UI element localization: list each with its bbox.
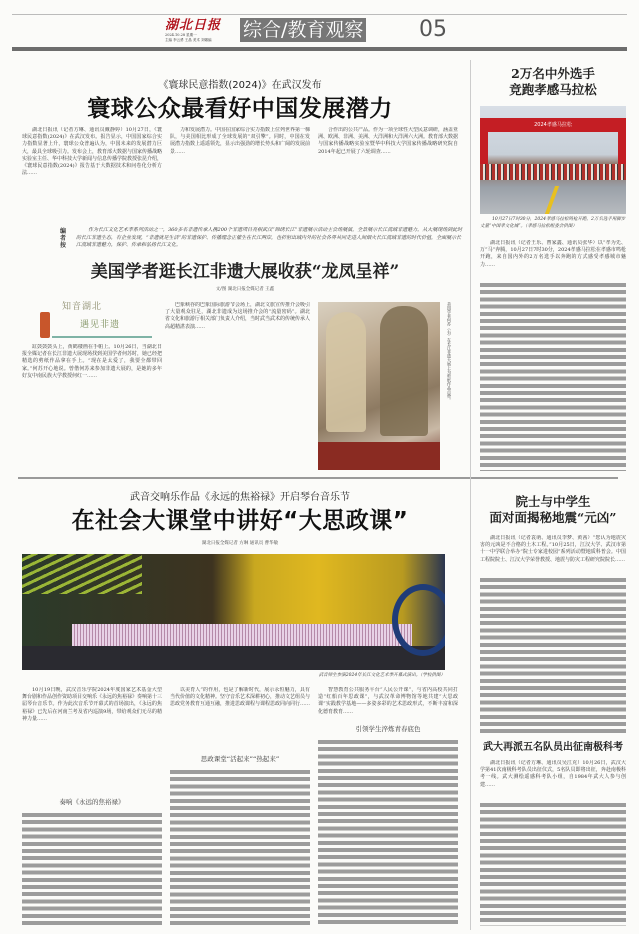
issue-date: 2024.10.28 星期一 (165, 33, 197, 37)
column-logo-zhiyin-hubei (40, 302, 160, 342)
editor-note-text: 作为长江文化艺术季系列活动之一，360多名非遗传承人携200个非遗项目亮相武汉“锦绣长江”非遗展示活动主会场展演，全景展示长江流域非遗魅力。从大展现场到此时的长江非遗生态，有企业发现，“非遗就是生活”的非遗保护、传播理念正催生在长江两岸，也折射出域内外的社会各界共同走进人间烟火长江流域非遗的时代价值，全面展示长江流域非遗魅力，保护、传承和弘扬长江文化。 (76, 227, 463, 248)
sidebar-story1-photo (480, 106, 626, 214)
article2-headline: 美国学者逛长江非遗大展收获“龙凤呈祥” (90, 262, 400, 282)
header-rule (12, 47, 627, 51)
sidebar-story3-body: 湖北日报讯（记者方琳、通讯员吴江克）10月26日，武汉大学第41次南极科考队员出征仪式，5名队员即将出征，奔赴南极科考一线。武大测绘遥感科考队小组，自1984年武大人参与创建…… (480, 760, 626, 788)
photo-choir (72, 624, 412, 646)
headline-line-2: 竞跑孝感马拉松 (509, 82, 597, 97)
article1-headline: 寰球公众最看好中国发展潜力 (87, 96, 393, 122)
article3-subhead-2: 思政课堂“活起来”“热起来” (200, 755, 280, 763)
photo-orchestra (22, 646, 445, 670)
article3-kicker: 武音交响乐作品《永远的焦裕禄》开启琴台音乐节 (130, 492, 350, 503)
sidebar-story2-body: 湖北日报讯（记者袁萌、通讯员李梦、黄茜）“您认为地震灾害的元凶是不合格的土木工程。”10月25日，江汉大学、武汉市第十一中学联合举办“院士专家进校园”系列活动暨地质科普会。中国工程院院士、江汉大学荣誉教授、地震与防灾工程研究院院长…… (480, 535, 626, 563)
headline-line-1: 2万名中外选手 (511, 66, 595, 81)
article1-column-3: 合作出的公共产品。作为一项全球性大型民意调研，涵盖亚洲、欧洲、非洲、美洲、大洋洲和大洋洲六大洲。教育部大数据与国家传播战略实验室暨华中科技大学国家传播战略研究院自2014年起已开展了六轮调查…… (318, 127, 458, 155)
article3-byline: 湖北日报全媒记者 方琳 通讯员 曹华敏 (201, 541, 279, 546)
photo-laser-lights (22, 554, 142, 594)
article3-headline: 在社会大课堂中讲好“大思政课” (71, 508, 409, 534)
sidebar-divider (470, 60, 471, 930)
article2-byline: 文/图 湖北日报全媒记者 王鑫 (215, 287, 275, 292)
article1-column-2: 力和发展潜力。中国在国家综合实力指数上位列世界第一梯队，与美国相比形成了全球发展的“双引擎”。同时，中国在发展潜力指数上遥遥领先，显示出强劲的增长势头和广阔的发展前景…… (170, 127, 310, 155)
article2-photo-caption: 美国学者何苏（右）在长江非遗大展上为剪纸作品点赞。 (447, 302, 452, 402)
sidebar-story3-body-cont (480, 801, 626, 926)
sidebar-story1-headline (480, 66, 626, 98)
section-title: 综合/教育观察 (240, 18, 366, 42)
article2-column-1: 缸鼓鼓鼓头上，黄鹤楼画在手帕上。10月26日，当湖北日报全媒记者在长江非遗大展现场找到美国学者何苏时，她已经把精选的剪纸作品拿在手上。“现在是太爱了，我要全都带回家。”何苏开心地说。曾偕何苏来参加非遗大展的，是她的多年好友中南民族大学教授何红一…… (22, 344, 162, 379)
photo-person-right (380, 306, 428, 436)
article3-subhead-1: 奏响《永远的焦裕禄》 (59, 798, 125, 806)
article3-photo-caption: 武音师生参演2024年长江文化艺术季开幕式演出。（学校供图） (318, 673, 445, 678)
article2-column-2: 巴象峡谷的巴象国际旅游节会场上，湖北文旅宣传推介会吸引了大量观众驻足，湖北非遗成为这场推介会的“流量密码”。湖北省文化和旅游厅相关部门负责人介绍，当时武当武术的传统传承人高超精湛表演…… (165, 302, 310, 330)
photo-person-left (326, 312, 366, 432)
sidebar-story3-headline: 武大再派五名队员出征南极科考 (483, 742, 623, 753)
page-number: 05 (419, 17, 447, 42)
column-logo-line2: 遇见非遗 (80, 320, 121, 330)
headline-line-2: 面对面揭秘地震“元凶” (489, 510, 617, 525)
article2-photo (318, 302, 440, 470)
photo-crafts (318, 442, 440, 470)
article3-photo-concert (22, 554, 445, 670)
road-line (545, 186, 559, 214)
photo-wave-decoration (392, 584, 445, 656)
article1-column-1: 湖北日报讯（记者方琳、通讯员戴静婷）10月27日，《寰球民意指数(2024)》在武汉发布。报告显示，中国国家综合实力指数显著上升，寰球公众普遍认为，中国未来的发展潜力巨大，最具全球吸引力。发布会上，教育部大数据与国家传播战略实验室主任、华中科技大学新闻与信息传播学院教授张昆介绍，《寰球民意指数(2024)》报告基于大数据技术和问卷化分析方法…… (22, 127, 162, 177)
article3-column-3-text (318, 738, 458, 926)
newspaper-logo: 湖北日报 (165, 18, 222, 33)
pavilion-icon (40, 312, 50, 338)
column-logo-line1: 知音湖北 (62, 302, 103, 312)
article3-column-2: 以美育人”的作用，也是了解新时代，展示永恒魅力，具有当代价值的文化精神。坚守音乐艺术深耕初心，推动文艺组员与思政党务教育互通互融，推进思政课程与课程思政同向同行…… (170, 687, 310, 708)
sidebar-story1-caption: 10月27日7时30分，2024孝感马拉松鸣枪开跑，2万名选手用脚步丈量“中国孝文化城”。（孝感马拉松组委会供图） (480, 217, 626, 229)
article3-column-1: 10月19日晚，武汉音乐学院2024年度国家艺术基金大型舞台剧和作品创作资助项目交响乐《永远的焦裕禄》奏响第十三届琴台音乐节。作为此次音乐节开幕式的首场演出，《永远的焦裕禄》已先后在河南兰考及省内巡演9场，带给观众们无尽的精神力量…… (22, 687, 162, 722)
top-rule (12, 14, 627, 15)
article3-column-2-text (170, 768, 310, 926)
logo-underline (52, 336, 152, 338)
sidebar-story1-body-cont (480, 281, 626, 471)
article3-subhead-3: 引领学生淬炼青春底色 (355, 725, 421, 733)
article3-column-1-text (22, 811, 162, 926)
sidebar-story2-body-cont (480, 576, 626, 734)
sidebar-story2-headline (480, 494, 626, 526)
headline-line-1: 院士与中学生 (515, 494, 591, 509)
runners-crowd (480, 164, 626, 180)
editor-note-label: 编者按 (60, 228, 67, 249)
article1-kicker: 《寰球民意指数(2024)》在武汉发布 (158, 80, 322, 91)
editors: 主编 李云勇 王晶 美术 刘娜编 (165, 38, 212, 42)
marathon-banner: 2024孝感马拉松 (480, 118, 626, 132)
sidebar-story1-body: 湖北日报讯（记者王乐、曹家鑫、通讯员张华）以“孝为先、万”马“奔腾，10月27日7时30分，2024孝感马拉松在孝感市鸣枪开跑，来自国内外的2万名选手以奔跑的方式感受孝感城市魅力…… (480, 240, 626, 268)
article3-column-3: 智慧教育公共服务平台“人民公开课”，与省内高校共同打造“红船百年思政课”，与武汉革命博物馆等地共建“大思政课”实践教学基地——多姿多彩的艺术思政形式，不断丰富和深化德育教育…… (318, 687, 458, 715)
section-divider (18, 477, 618, 479)
